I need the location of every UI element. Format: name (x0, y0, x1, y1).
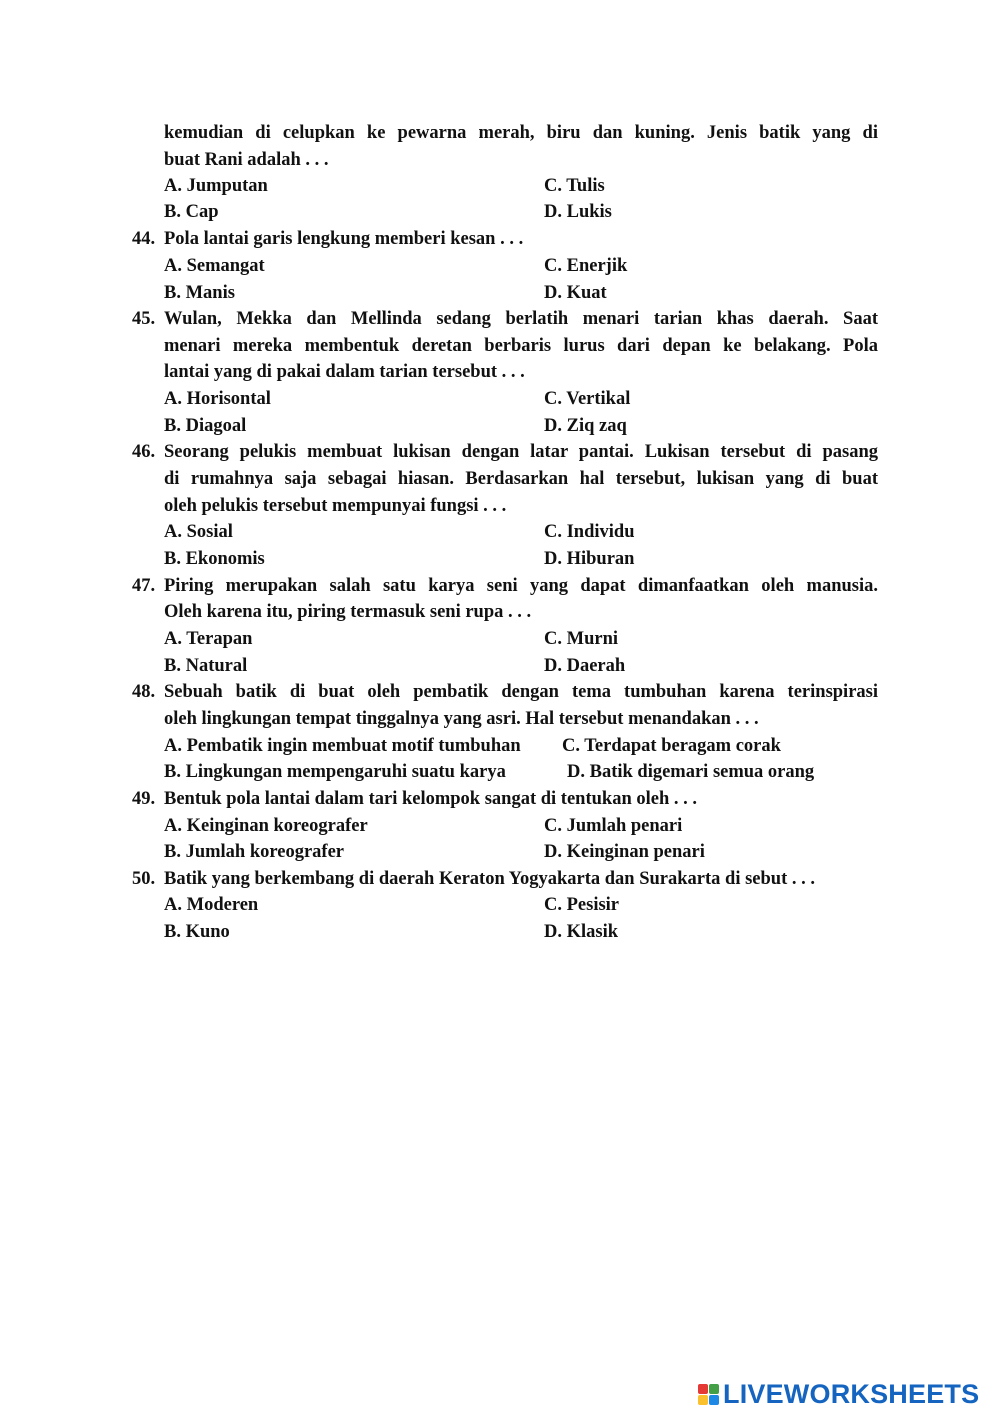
question-46-option-b[interactable]: B. Ekonomis (164, 549, 265, 569)
question-46-line-2: di rumahnya saja sebagai hiasan. Berdasarkan hal tersebut, lukisan yang di buat (164, 469, 878, 489)
question-49-option-b[interactable]: B. Jumlah koreografer (164, 842, 345, 862)
question-49-option-c[interactable]: C. Jumlah penari (544, 816, 683, 836)
question-44-number: 44. (132, 229, 156, 249)
question-43-line-1: kemudian di celupkan ke pewarna merah, biru dan kuning. Jenis batik yang di (164, 123, 878, 143)
question-48-option-b[interactable]: B. Lingkungan mempengaruhi suatu karya (164, 762, 506, 782)
question-48-number: 48. (132, 682, 156, 702)
question-46-option-c[interactable]: C. Individu (544, 522, 635, 542)
question-49-option-a[interactable]: A. Keinginan koreografer (164, 816, 368, 836)
liveworksheets-watermark (698, 1378, 979, 1410)
question-50-option-d[interactable]: D. Klasik (544, 922, 619, 942)
question-43-option-b[interactable]: B. Cap (164, 202, 219, 222)
question-48-option-c[interactable]: C. Terdapat beragam corak (562, 736, 781, 756)
liveworksheets-logo-icon (698, 1384, 719, 1405)
question-46-line-1: Seorang pelukis membuat lukisan dengan latar pantai. Lukisan tersebut di pasang (164, 442, 878, 462)
question-49-text: Bentuk pola lantai dalam tari kelompok sangat di tentukan oleh . . . (164, 789, 697, 809)
question-47-option-d[interactable]: D. Daerah (544, 656, 626, 676)
question-48-line-1: Sebuah batik di buat oleh pembatik dengan tema tumbuhan karena terinspirasi (164, 682, 878, 702)
question-44-option-a[interactable]: A. Semangat (164, 256, 265, 276)
question-45-line-1: Wulan, Mekka dan Mellinda sedang berlatih menari tarian khas daerah. Saat (164, 309, 878, 329)
question-50-number: 50. (132, 869, 156, 889)
question-43-option-d[interactable]: D. Lukis (544, 202, 612, 222)
question-46-line-3: oleh pelukis tersebut mempunyai fungsi . . . (164, 496, 507, 516)
question-50-option-c[interactable]: C. Pesisir (544, 895, 620, 915)
question-44-option-b[interactable]: B. Manis (164, 283, 235, 303)
question-45-line-3: lantai yang di pakai dalam tarian tersebut . . . (164, 362, 525, 382)
question-49-number: 49. (132, 789, 156, 809)
question-48-line-2: oleh lingkungan tempat tinggalnya yang asri. Hal tersebut menandakan . . . (164, 709, 759, 729)
question-45-option-b[interactable]: B. Diagoal (164, 416, 247, 436)
question-47-line-1: Piring merupakan salah satu karya seni yang dapat dimanfaatkan oleh manusia. (164, 576, 878, 596)
question-47-line-2: Oleh karena itu, piring termasuk seni rupa . . . (164, 602, 532, 622)
question-50-option-b[interactable]: B. Kuno (164, 922, 230, 942)
question-48-option-a[interactable]: A. Pembatik ingin membuat motif tumbuhan (164, 736, 521, 756)
question-44-option-c[interactable]: C. Enerjik (544, 256, 628, 276)
question-46-number: 46. (132, 442, 156, 462)
question-45-option-a[interactable]: A. Horisontal (164, 389, 271, 409)
question-49-option-d[interactable]: D. Keinginan penari (544, 842, 705, 862)
question-44-text: Pola lantai garis lengkung memberi kesan . . . (164, 229, 524, 249)
question-50-text: Batik yang berkembang di daerah Keraton Yogyakarta dan Surakarta di sebut . . . (164, 869, 815, 889)
question-46-option-a[interactable]: A. Sosial (164, 522, 233, 542)
question-46-option-d[interactable]: D. Hiburan (544, 549, 635, 569)
question-43-option-a[interactable]: A. Jumputan (164, 176, 268, 196)
question-50-option-a[interactable]: A. Moderen (164, 895, 259, 915)
question-43-line-2: buat Rani adalah . . . (164, 150, 329, 170)
question-47-option-b[interactable]: B. Natural (164, 656, 248, 676)
question-43-option-c[interactable]: C. Tulis (544, 176, 605, 196)
question-45-number: 45. (132, 309, 156, 329)
question-47-option-a[interactable]: A. Terapan (164, 629, 253, 649)
watermark-text: LIVEWORKSHEETS (723, 1378, 980, 1409)
question-47-number: 47. (132, 576, 156, 596)
question-44-option-d[interactable]: D. Kuat (544, 283, 607, 303)
question-47-option-c[interactable]: C. Murni (544, 629, 618, 649)
question-45-option-d[interactable]: D. Ziq zaq (544, 416, 627, 436)
question-48-option-d[interactable]: D. Batik digemari semua orang (567, 762, 815, 782)
question-45-line-2: menari mereka membentuk deretan berbaris lurus dari depan ke belakang. Pola (164, 336, 878, 356)
question-45-option-c[interactable]: C. Vertikal (544, 389, 631, 409)
